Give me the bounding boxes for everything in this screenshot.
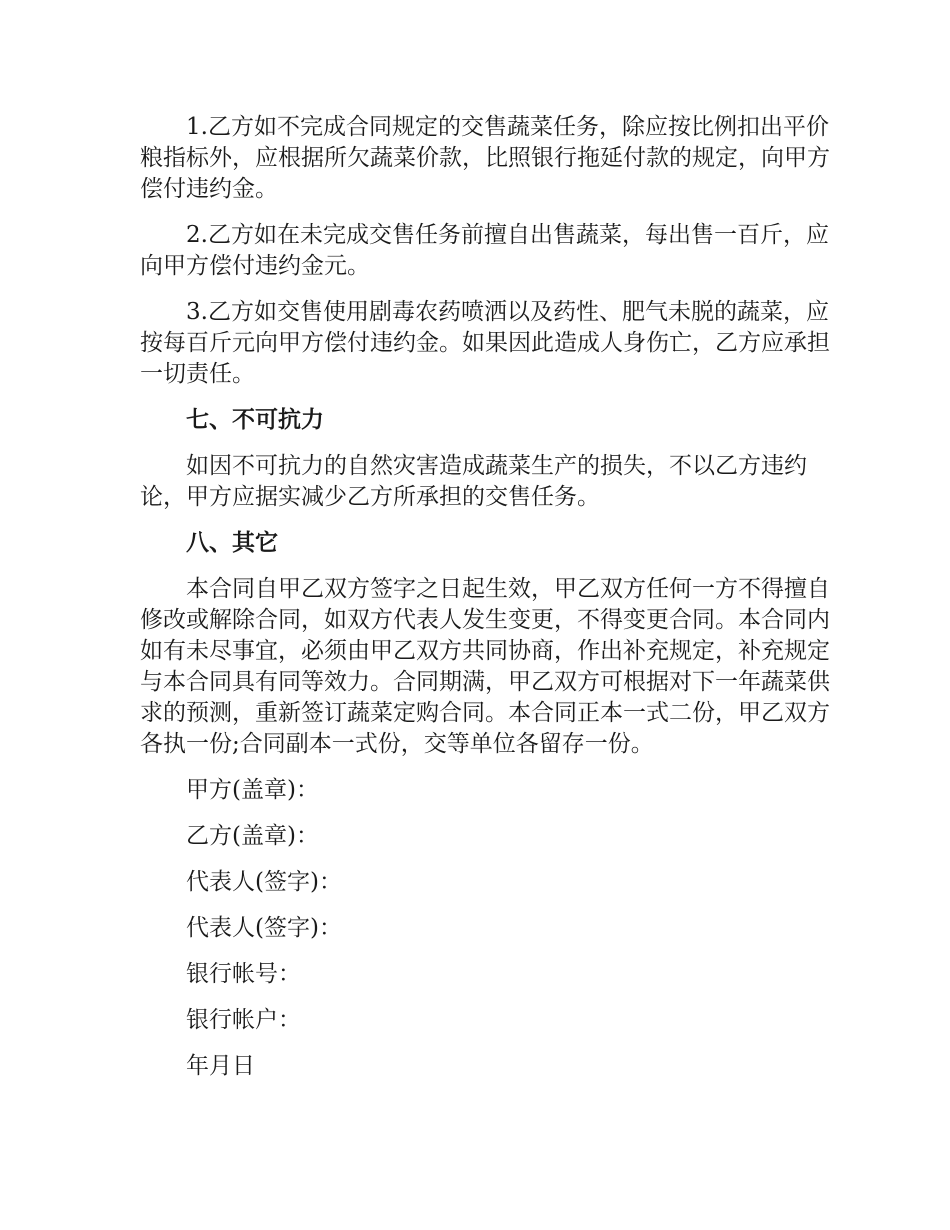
- representative-a-line: 代表人(签字)：: [186, 869, 342, 895]
- force-majeure-paragraph: 如因不可抗力的自然灾害造成蔬菜生产的损失，不以乙方违约论，甲方应据实减少乙方所承担的交售任务。: [140, 453, 807, 510]
- date-line: 年月日: [186, 1053, 255, 1079]
- section-heading-other: 八、其它: [186, 530, 278, 556]
- section-heading-force-majeure: 七、不可抗力: [186, 407, 324, 433]
- representative-b-line: 代表人(签字)：: [186, 915, 342, 941]
- clause-paragraph-2: 2.乙方如在未完成交售任务前擅自出售蔬菜，每出售一百斤，应向甲方偿付违约金元。: [140, 222, 829, 279]
- other-paragraph: 本合同自甲乙双方签字之日起生效，甲乙双方任何一方不得擅自修改或解除合同，如双方代表人发生变更，不得变更合同。本合同内如有未尽事宜，必须由甲乙双方共同协商，作出补充规定，补充规定与本合同具有同等效力。合同期满，甲乙双方可根据对下一年蔬菜供求的预测，重新签订蔬菜定购合同。本合同正本一式二份，甲乙双方各执一份;合同副本一式份，交等单位各留存一份。: [140, 576, 830, 757]
- bank-account-line: 银行帐户：: [186, 1007, 301, 1033]
- document-page: [140, 112, 830, 1097]
- party-b-seal-line: 乙方(盖章)：: [186, 823, 319, 849]
- clause-paragraph-1: 1.乙方如不完成合同规定的交售蔬菜任务，除应按比例扣出平价粮指标外，应根据所欠蔬菜价款，比照银行拖延付款的规定，向甲方偿付违约金。: [140, 114, 830, 202]
- bank-account-number-line: 银行帐号：: [186, 961, 301, 987]
- clause-paragraph-3: 3.乙方如交售使用剧毒农药喷洒以及药性、肥气未脱的蔬菜，应按每百斤元向甲方偿付违约金。如果因此造成人身伤亡，乙方应承担一切责任。: [140, 299, 830, 387]
- party-a-seal-line: 甲方(盖章)：: [186, 777, 319, 803]
